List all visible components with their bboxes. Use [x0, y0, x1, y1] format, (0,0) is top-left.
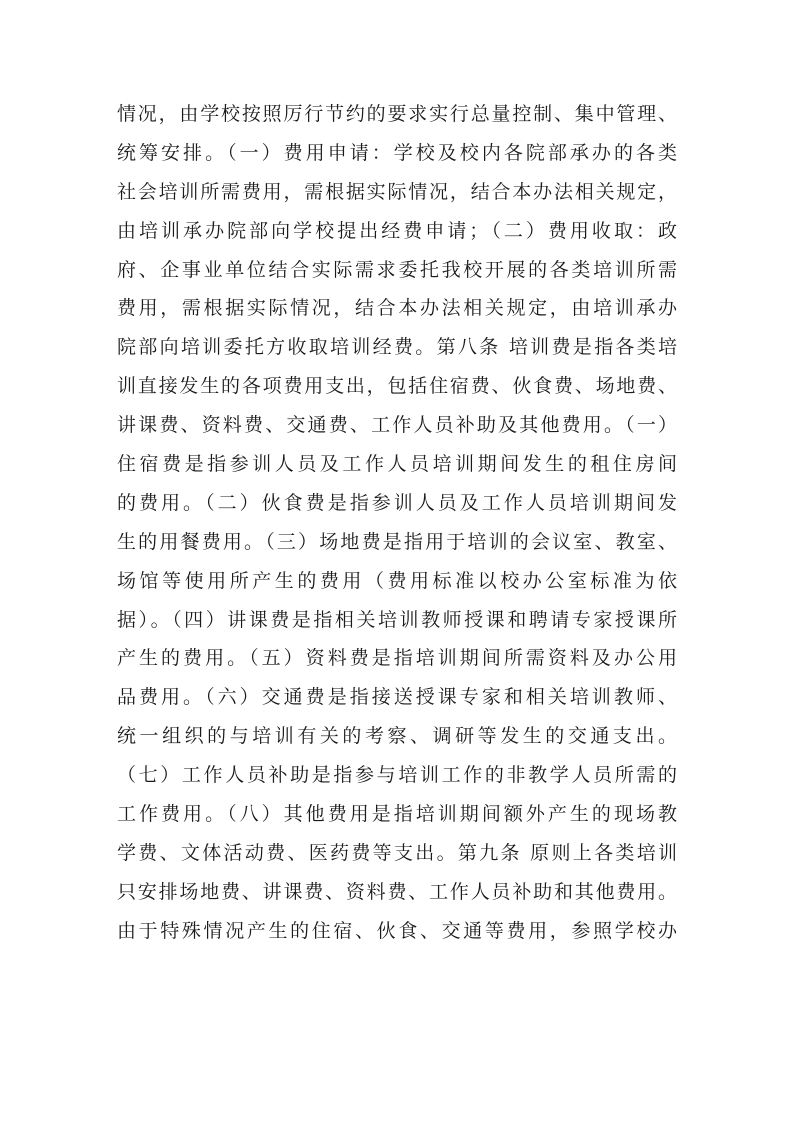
text-line-21: 只安排场地费、讲课费、资料费、工作人员补助和其他费用。	[117, 880, 677, 903]
text-line-8: 训直接发生的各项费用支出，包括住宿费、伙食费、场地费、	[117, 375, 677, 398]
text-line-6: 费用，需根据实际情况，结合本办法相关规定，由培训承办	[117, 297, 677, 320]
text-line-3: 社会培训所需费用，需根据实际情况，结合本办法相关规定，	[117, 180, 677, 203]
text-line-11: 的费用。（二）伙食费是指参训人员及工作人员培训期间发	[117, 491, 677, 514]
text-line-14: 据）。（四）讲课费是指相关培训教师授课和聘请专家授课所	[117, 608, 677, 631]
text-line-13: 场馆等使用所产生的费用（费用标准以校办公室标准为依	[117, 569, 677, 592]
text-line-15: 产生的费用。（五）资料费是指培训期间所需资料及办公用	[117, 647, 677, 670]
text-line-9: 讲课费、资料费、交通费、工作人员补助及其他费用。（一）	[117, 414, 677, 437]
text-line-2: 统筹安排。（一）费用申请：学校及校内各院部承办的各类	[117, 141, 677, 164]
text-line-4: 由培训承办院部向学校提出经费申请；（二）费用收取：政	[117, 219, 677, 242]
text-line-18: （七）工作人员补助是指参与培训工作的非教学人员所需的	[117, 764, 677, 787]
text-line-22: 由于特殊情况产生的住宿、伙食、交通等费用，参照学校办	[117, 919, 677, 942]
text-line-16: 品费用。（六）交通费是指接送授课专家和相关培训教师、	[117, 686, 677, 709]
document-body	[117, 95, 677, 951]
text-line-7: 院部向培训委托方收取培训经费。第八条 培训费是指各类培	[117, 336, 677, 359]
text-line-1: 情况，由学校按照厉行节约的要求实行总量控制、集中管理、	[117, 103, 677, 125]
text-line-20: 学费、文体活动费、医药费等支出。第九条 原则上各类培训	[117, 841, 677, 864]
text-line-5: 府、企事业单位结合实际需求委托我校开展的各类培训所需	[117, 258, 677, 281]
text-line-10: 住宿费是指参训人员及工作人员培训期间发生的租住房间	[117, 453, 677, 476]
text-line-19: 工作费用。（八）其他费用是指培训期间额外产生的现场教	[117, 803, 677, 826]
text-line-17: 统一组织的与培训有关的考察、调研等发生的交通支出。	[117, 725, 677, 748]
text-line-12: 生的用餐费用。（三）场地费是指用于培训的会议室、教室、	[117, 530, 677, 553]
